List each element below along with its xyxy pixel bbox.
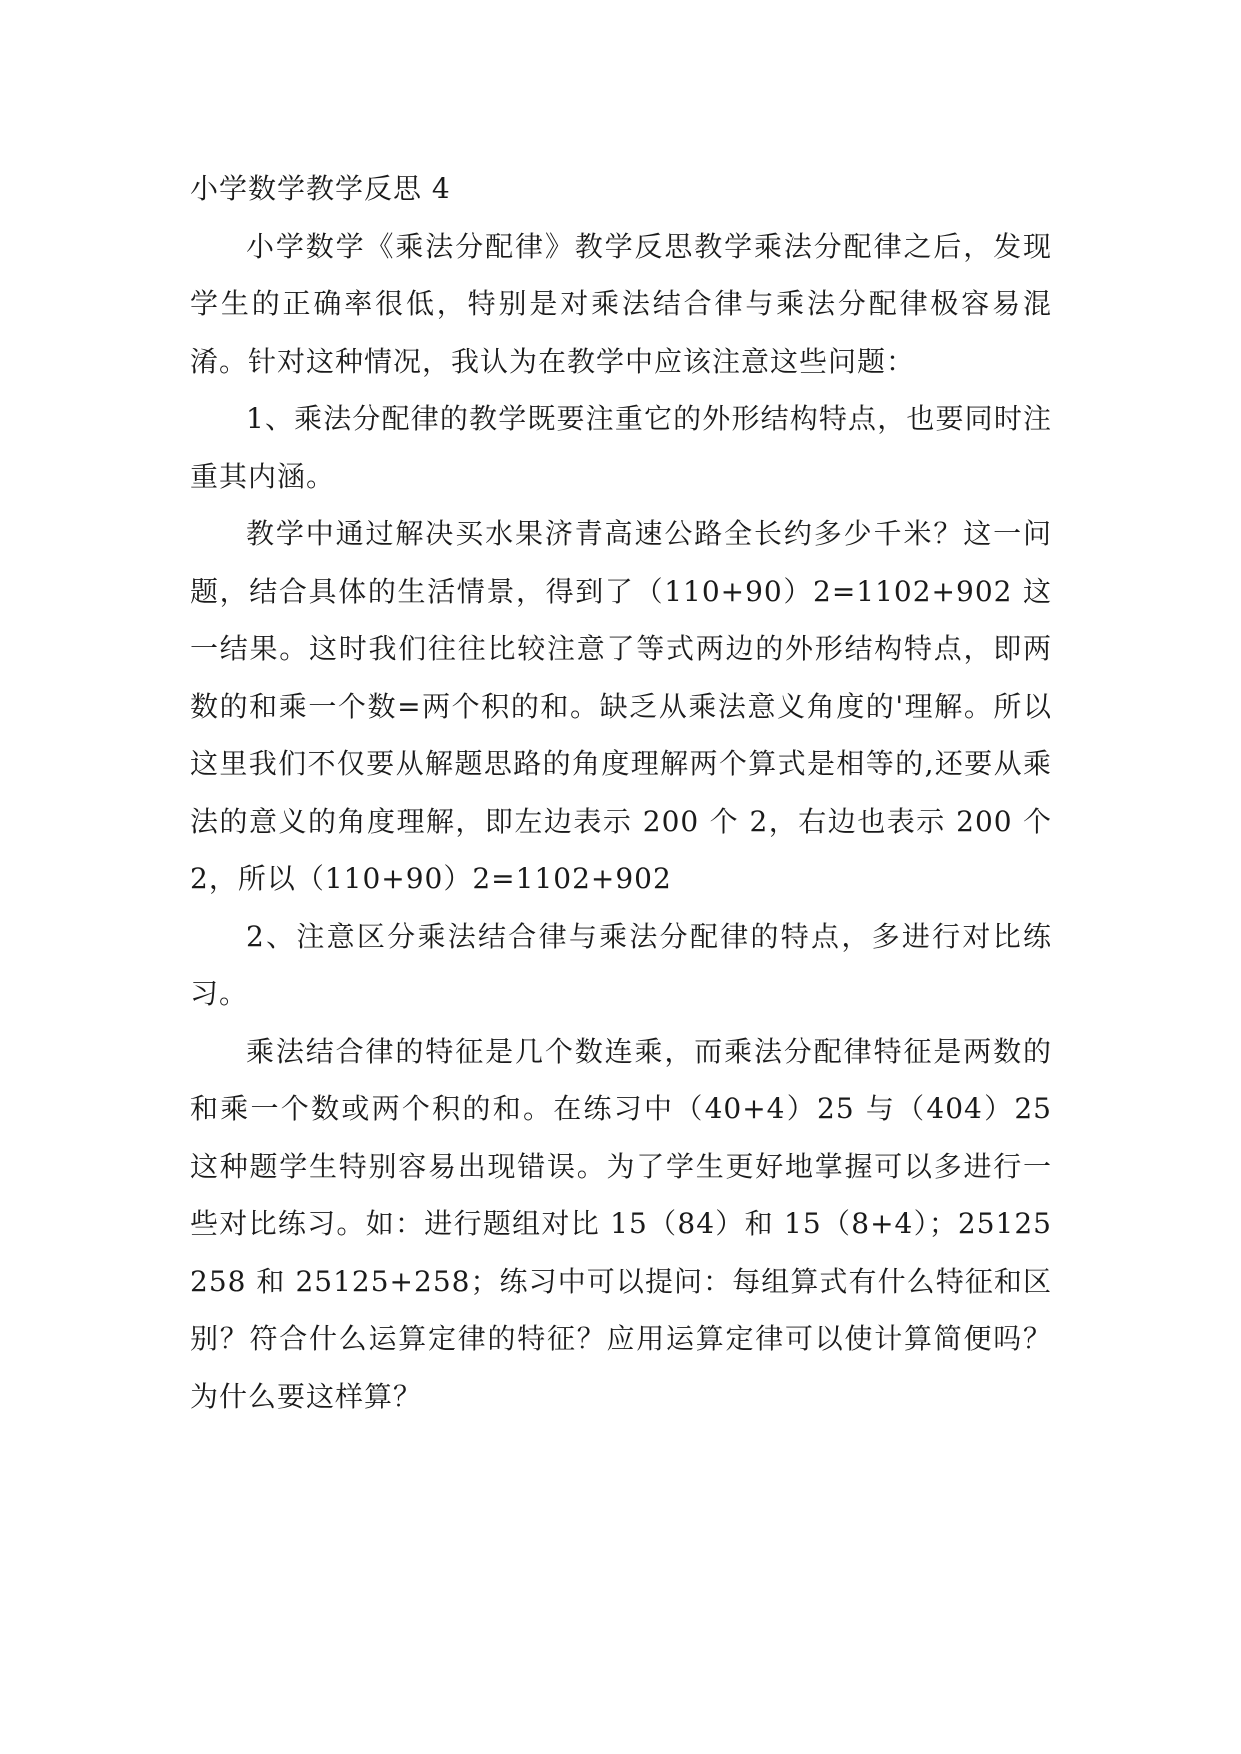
paragraph-point-1-detail: 教学中通过解决买水果济青高速公路全长约多少千米？这一问题，结合具体的生活情景，得到了（110+90）2=1102+902 这一结果。这时我们往往比较注意了等式两边的外形结构特点，即两数的和乘一个数=两个积的和。缺乏从乘法意义角度的'理解。所以这里我们不仅要从解题思路的角度理解两个算式是相等的,还要从乘法的意义的角度理解，即左边表示 200 个 2，右边也表示 200 个 2，所以（110+90）2=1102+902 <box>190 517 1052 895</box>
document-body <box>190 160 1052 1425</box>
paragraph-intro: 小学数学《乘法分配律》教学反思教学乘法分配律之后，发现学生的正确率很低，特别是对乘法结合律与乘法分配律极容易混淆。针对这种情况，我认为在教学中应该注意这些问题： <box>190 229 1052 378</box>
paragraph-point-2-detail: 乘法结合律的特征是几个数连乘，而乘法分配律特征是两数的和乘一个数或两个积的和。在练习中（40+4）25 与（404）25 这种题学生特别容易出现错误。为了学生更好地掌握可以多进行一些对比练习。如：进行题组对比 15（84）和 15（8+4）；25125258 和 25125+258；练习中可以提问：每组算式有什么特征和区别？符合什么运算定律的特征？应用运算定律可以使计算简便吗？为什么要这样算？ <box>190 1034 1052 1413</box>
document-title: 小学数学教学反思 4 <box>190 172 451 205</box>
paragraph-point-2: 2、注意区分乘法结合律与乘法分配律的特点，多进行对比练习。 <box>190 919 1052 1010</box>
paragraph-point-1: 1、乘法分配律的教学既要注重它的外形结构特点，也要同时注重其内涵。 <box>190 402 1052 493</box>
